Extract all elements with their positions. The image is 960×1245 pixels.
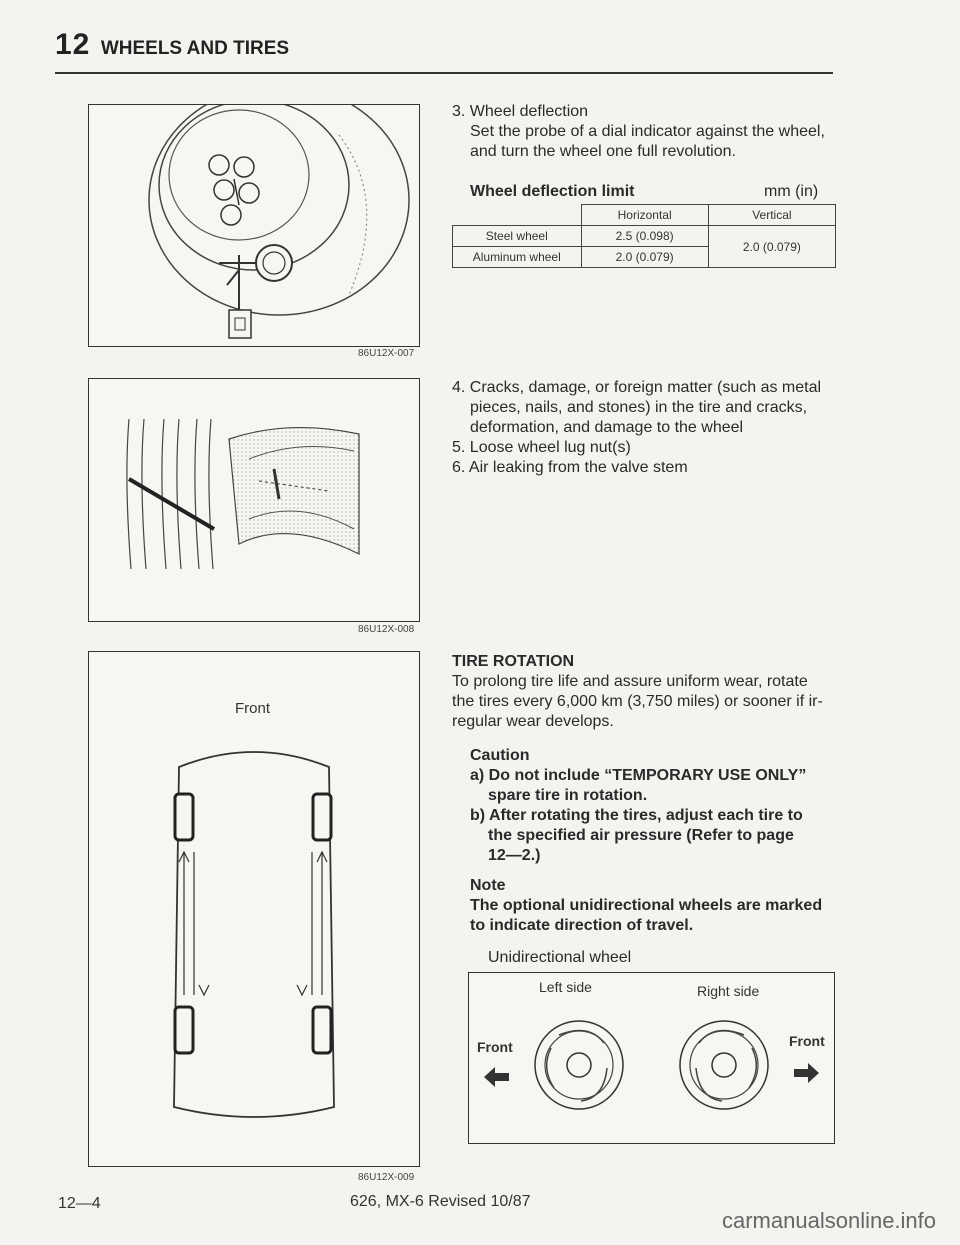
- check-6: 6. Air leaking from the valve stem: [452, 459, 688, 476]
- section-title: WHEELS AND TIRES: [100, 38, 290, 59]
- rear-right-tire: [313, 1007, 331, 1053]
- figure-unidirectional-wheel: [468, 972, 835, 1144]
- caution-b-line2: the specified air pressure (Refer to page: [488, 827, 794, 844]
- deflection-limit-table: [452, 204, 836, 268]
- caution-title: Caution: [470, 747, 530, 764]
- front-right-label: Front: [789, 1033, 825, 1049]
- check-4-line3: deformation, and damage to the wheel: [470, 419, 744, 436]
- caution-b-line3: 12—2.): [488, 847, 541, 864]
- figure-dial-indicator: [88, 104, 420, 347]
- check-4-line2: pieces, nails, and stones) in the tire and cracks,: [470, 399, 808, 416]
- figure-caption-2: 86U12X-008: [358, 624, 415, 635]
- front-left-tire: [175, 794, 193, 840]
- note-title: Note: [470, 877, 506, 894]
- tire-rotation-heading: TIRE ROTATION: [452, 653, 575, 670]
- row-label-steel: Steel wheel: [453, 226, 582, 247]
- rotation-line-3: regular wear develops.: [452, 713, 614, 730]
- caution-a-line1: a) Do not include “TEMPORARY USE ONLY”: [470, 767, 807, 784]
- check-5: 5. Loose wheel lug nut(s): [452, 439, 631, 456]
- deflection-limit-unit: mm (in): [764, 183, 819, 200]
- figure-tire-rotation: [88, 651, 420, 1167]
- model-revision: 626, MX-6 Revised 10/87: [350, 1193, 531, 1210]
- figure-caption-1: 86U12X-007: [358, 348, 415, 359]
- rotation-line-1: To prolong tire life and assure uniform wear, rotate: [452, 673, 808, 690]
- front-left-label: Front: [477, 1039, 513, 1055]
- wheel-dial-indicator-illustration: [89, 105, 419, 346]
- unidirectional-wheel-illustration: [469, 973, 834, 1143]
- tire-damage-illustration: [89, 379, 419, 621]
- front-right-tire: [313, 794, 331, 840]
- watermark: carmanualsonline.info: [722, 1208, 937, 1233]
- unidirectional-label: Unidirectional wheel: [488, 949, 632, 966]
- row-label-aluminum: Aluminum wheel: [453, 247, 582, 268]
- col-horizontal: Horizontal: [581, 205, 708, 226]
- rotation-front-label: Front: [235, 700, 271, 717]
- page-number: 12—4: [58, 1195, 101, 1212]
- arrow-right-icon: [794, 1063, 819, 1083]
- figure-caption-3: 86U12X-009: [358, 1172, 415, 1183]
- vertical-value: 2.0 (0.079): [708, 226, 835, 268]
- caution-b-line1: b) After rotating the tires, adjust each tire to: [470, 807, 803, 824]
- step3-text-1: Set the probe of a dial indicator against the wheel,: [470, 123, 825, 140]
- note-line2: to indicate direction of travel.: [470, 917, 694, 934]
- rotation-line-2: the tires every 6,000 km (3,750 miles) or sooner if ir-: [452, 693, 823, 710]
- col-vertical: Vertical: [708, 205, 835, 226]
- header-rule: [55, 72, 833, 74]
- right-wheel: [680, 1021, 768, 1109]
- left-wheel: [535, 1021, 623, 1109]
- arrow-left-icon: [484, 1067, 509, 1087]
- steel-horizontal: 2.5 (0.098): [581, 226, 708, 247]
- figure-tire-damage: [88, 378, 420, 622]
- section-header: [55, 28, 289, 62]
- rotation-diagram: [89, 652, 419, 1166]
- aluminum-horizontal: 2.0 (0.079): [581, 247, 708, 268]
- section-number: 12: [55, 28, 91, 61]
- check-4-line1: 4. Cracks, damage, or foreign matter (such as metal: [452, 379, 822, 396]
- note-line1: The optional unidirectional wheels are marked: [470, 897, 823, 914]
- caution-a-line2: spare tire in rotation.: [488, 787, 648, 804]
- right-side-label: Right side: [697, 983, 760, 999]
- left-side-label: Left side: [539, 979, 592, 995]
- step3-heading: 3. Wheel deflection: [452, 103, 589, 120]
- rear-left-tire: [175, 1007, 193, 1053]
- step3-text-2: and turn the wheel one full revolution.: [470, 143, 736, 160]
- deflection-limit-title: Wheel deflection limit: [470, 183, 635, 200]
